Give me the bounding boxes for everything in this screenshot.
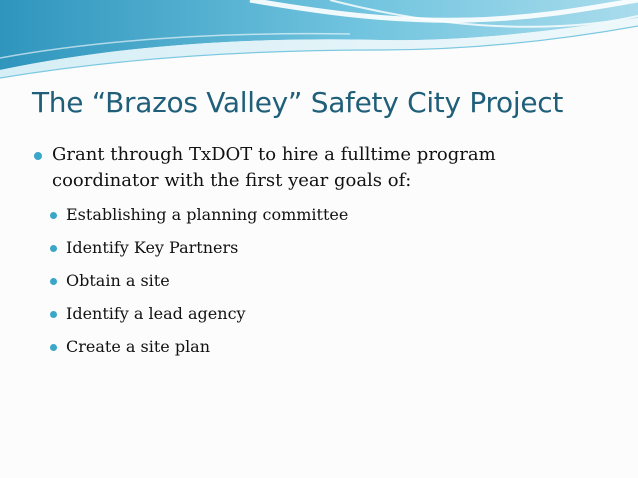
sub-bullet-text: Obtain a site: [66, 271, 170, 290]
sub-bullet-list: [34, 203, 614, 368]
sub-bullet-text: Create a site plan: [66, 337, 211, 356]
list-item: [34, 236, 614, 269]
bullet-dot-icon: [50, 245, 57, 252]
sub-bullet-text: Identify Key Partners: [66, 238, 239, 257]
list-item: [34, 269, 614, 302]
sub-bullet-text: Identify a lead agency: [66, 304, 246, 323]
slide-content: [34, 142, 614, 368]
slide-title: The “Brazos Valley” Safety City Project: [32, 86, 564, 119]
list-item: [34, 335, 614, 368]
list-item: [34, 203, 614, 236]
bullet-dot-icon: [34, 152, 42, 160]
header-wave-decoration: [0, 0, 638, 90]
list-item: [34, 302, 614, 335]
bullet-dot-icon: [50, 311, 57, 318]
bullet-dot-icon: [50, 278, 57, 285]
main-bullet-text: Grant through TxDOT to hire a fulltime program coordinator with the first year goals of:: [52, 144, 496, 191]
bullet-dot-icon: [50, 344, 57, 351]
bullet-dot-icon: [50, 212, 57, 219]
main-bullet: [34, 142, 614, 194]
sub-bullet-text: Establishing a planning committee: [66, 205, 349, 224]
